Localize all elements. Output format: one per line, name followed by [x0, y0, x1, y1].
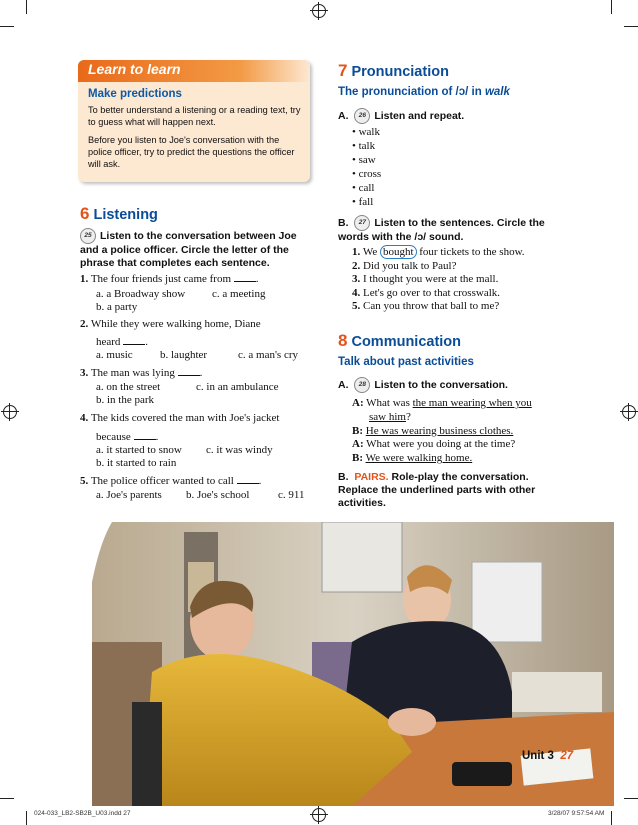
sentence [352, 273, 525, 287]
speaker: A: [352, 397, 364, 409]
exercise-label: B. [338, 216, 349, 229]
registration-mark [312, 4, 326, 18]
word-list-item: • fall [352, 196, 374, 208]
communication-a-instruction [338, 377, 508, 393]
crop-mark [611, 0, 612, 14]
circled-word[interactable]: bought [380, 245, 417, 259]
communication-b-instruction [338, 471, 570, 510]
dialogue-text: ? [405, 410, 411, 423]
item-stem: While they were walking home, Diane [90, 318, 261, 330]
speaker: B: [352, 452, 363, 465]
answer-blank [237, 474, 259, 484]
item-number: 3. [80, 367, 89, 379]
underlined-text: He was wearing business clothes. [365, 424, 514, 437]
dialogue-line [352, 397, 582, 411]
item-stem: The four friends just came from [90, 273, 232, 285]
listening-item-3: 3. The man was lying . [80, 367, 203, 379]
registration-mark [3, 405, 17, 419]
underlined-text: saw him [369, 410, 406, 423]
cd-track-icon[interactable]: 27 [354, 215, 370, 231]
instruction-text: Listen to the conversation. [374, 378, 508, 391]
sentence [352, 260, 525, 274]
word-list [352, 125, 381, 209]
option[interactable]: b. it started to rain [96, 457, 177, 469]
option[interactable]: a. Joe's parents [96, 489, 162, 501]
learn-to-learn-box [78, 60, 310, 182]
pronunciation-heading [338, 61, 449, 81]
section-title: Listening [93, 207, 158, 223]
item-stem-continued: heard . [96, 336, 148, 348]
option[interactable]: a. it started to snow [96, 444, 182, 456]
crop-mark [26, 0, 27, 14]
sentence-text: four tickets to the show. [419, 246, 525, 258]
dialogue-text: What was [366, 397, 413, 409]
word: cross [358, 168, 382, 180]
exercise-label: A. [338, 378, 349, 391]
option[interactable]: b. laughter [160, 349, 208, 361]
unit-footer [522, 750, 573, 762]
section-title: Pronunciation [351, 64, 449, 80]
word: fall [358, 196, 374, 208]
listening-item-2 [80, 318, 320, 331]
learn-box-header [78, 60, 310, 82]
option[interactable]: b. a party [96, 301, 138, 313]
cd-track-icon[interactable]: 26 [354, 108, 370, 124]
option[interactable]: c. in an ambulance [196, 381, 279, 393]
item-stem: because [96, 431, 131, 443]
sentence-text: I thought you were at the mall. [363, 273, 499, 286]
pronunciation-subtitle [338, 86, 510, 98]
crop-mark [26, 811, 27, 825]
dialogue-line [352, 411, 582, 425]
speaker: A: [352, 438, 364, 451]
item-number: 1. [352, 246, 361, 258]
listening-instruction [80, 228, 312, 270]
option[interactable]: a. on the street [96, 381, 161, 393]
learn-box-title: Learn to learn [88, 61, 181, 77]
instruction-text: Role-play the conversation. Replace the underlined parts with other activities. [338, 471, 536, 509]
subtitle-text: The pronunciation of /ɔ/ in [338, 86, 482, 98]
crop-mark [0, 798, 14, 799]
dialogue [352, 397, 582, 466]
word-list-item: • call [352, 182, 375, 194]
print-slug-right: 3/28/07 9:57:54 AM [548, 810, 605, 817]
option[interactable]: b. in the park [96, 394, 155, 406]
item-number: 3. [352, 273, 361, 286]
cd-track-icon[interactable]: 25 [80, 228, 96, 244]
item-stem: The man was lying [90, 367, 175, 379]
item-stem: The kids covered the man with Joe's jacket [90, 412, 280, 424]
word: call [358, 182, 375, 194]
item-stem-continued: because . [96, 431, 159, 443]
sentence-text: We [362, 246, 378, 258]
pronunciation-b-instruction [338, 215, 570, 244]
registration-mark [622, 405, 636, 419]
word: walk [358, 126, 380, 138]
learn-box-paragraph: To better understand a listening or a reading text, try to guess what will happen next. [88, 105, 301, 127]
sentence-text: Can you throw that ball to me? [363, 300, 500, 313]
listening-item-5: 5. The police officer wanted to call . [80, 475, 262, 487]
word: saw [358, 154, 376, 166]
answer-blank [123, 335, 145, 345]
listening-item-4 [80, 412, 320, 425]
cd-track-icon[interactable]: 28 [354, 377, 370, 393]
sentence-list [352, 246, 525, 314]
instruction-text: Listen to the sentences. Circle the words with the /ɔ/ sound. [338, 216, 545, 243]
listening-item-1: 1. The four friends just came from . [80, 273, 259, 285]
word: talk [358, 140, 376, 152]
item-number: 1. [80, 273, 89, 285]
unit-label: Unit 3 [522, 750, 554, 762]
answer-blank [134, 430, 156, 440]
sentence [352, 246, 525, 260]
word-list-item: • walk [352, 126, 380, 138]
underlined-text: We were walking home. [365, 452, 473, 465]
answer-blank [178, 366, 200, 376]
option[interactable]: a. music [96, 349, 133, 361]
instruction-text: Listen and repeat. [374, 109, 465, 122]
section-number: 7 [338, 61, 348, 80]
word-list-item: • saw [352, 154, 376, 166]
crop-mark [624, 798, 638, 799]
answer-blank [234, 272, 256, 282]
learn-box-paragraph: Before you listen to Joe's conversation with the police officer, try to predict the questions the officer will ask. [88, 135, 295, 169]
option[interactable]: c. it was windy [206, 444, 273, 456]
sentence-text: Let's go over to that crosswalk. [363, 286, 501, 299]
photo-illustration [92, 522, 614, 806]
item-stem: The police officer wanted to call [90, 475, 234, 487]
sentence-text: Did you talk to Paul? [363, 259, 457, 272]
option[interactable]: c. a man's cry [238, 349, 299, 361]
page-number: 27 [560, 750, 574, 762]
item-number: 4. [80, 412, 89, 424]
dialogue-line [352, 425, 582, 439]
crop-mark [0, 26, 14, 27]
word-list-item: • talk [352, 140, 376, 152]
word-list-item: • cross [352, 168, 382, 180]
dialogue-line [352, 452, 582, 466]
dialogue-text: What were you doing at the time? [366, 438, 516, 451]
speaker: B: [352, 424, 363, 437]
section-title: Communication [351, 334, 462, 350]
instruction-text: Listen to the conversation between Joe and a police officer. Circle the letter of the phrase that completes each sentence. [80, 229, 297, 269]
dialogue-line [352, 438, 582, 452]
sentence [352, 287, 525, 301]
item-stem: heard [96, 336, 121, 348]
communication-subtitle: Talk about past activities [338, 356, 474, 368]
learn-box-subtitle: Make predictions [88, 88, 182, 100]
option[interactable]: c. 911 [278, 489, 305, 501]
option[interactable]: c. a meeting [212, 288, 266, 300]
section-number: 6 [80, 204, 90, 223]
registration-mark [312, 808, 326, 822]
crop-mark [611, 811, 612, 825]
item-number: 5. [352, 300, 361, 313]
photo-police-interview [92, 522, 614, 806]
pronunciation-a-instruction [338, 108, 464, 124]
print-slug-left: 024-033_LB2-SB2B_U03.indd 27 [34, 810, 131, 817]
item-number: 5. [80, 475, 89, 487]
underlined-text: the man wearing when you [412, 397, 532, 409]
option[interactable]: b. Joe's school [186, 489, 250, 501]
communication-heading [338, 331, 461, 351]
pairs-label: PAIRS. [354, 471, 389, 483]
section-number: 8 [338, 331, 348, 350]
item-number: 4. [352, 286, 361, 299]
crop-mark [624, 26, 638, 27]
item-number: 2. [80, 318, 89, 330]
sentence [352, 300, 525, 314]
subtitle-word: walk [484, 86, 510, 98]
exercise-label: B. [338, 471, 349, 483]
item-number: 2. [352, 259, 361, 272]
exercise-label: A. [338, 109, 349, 122]
option[interactable]: a. a Broadway show [96, 288, 186, 300]
listening-heading [80, 204, 158, 224]
